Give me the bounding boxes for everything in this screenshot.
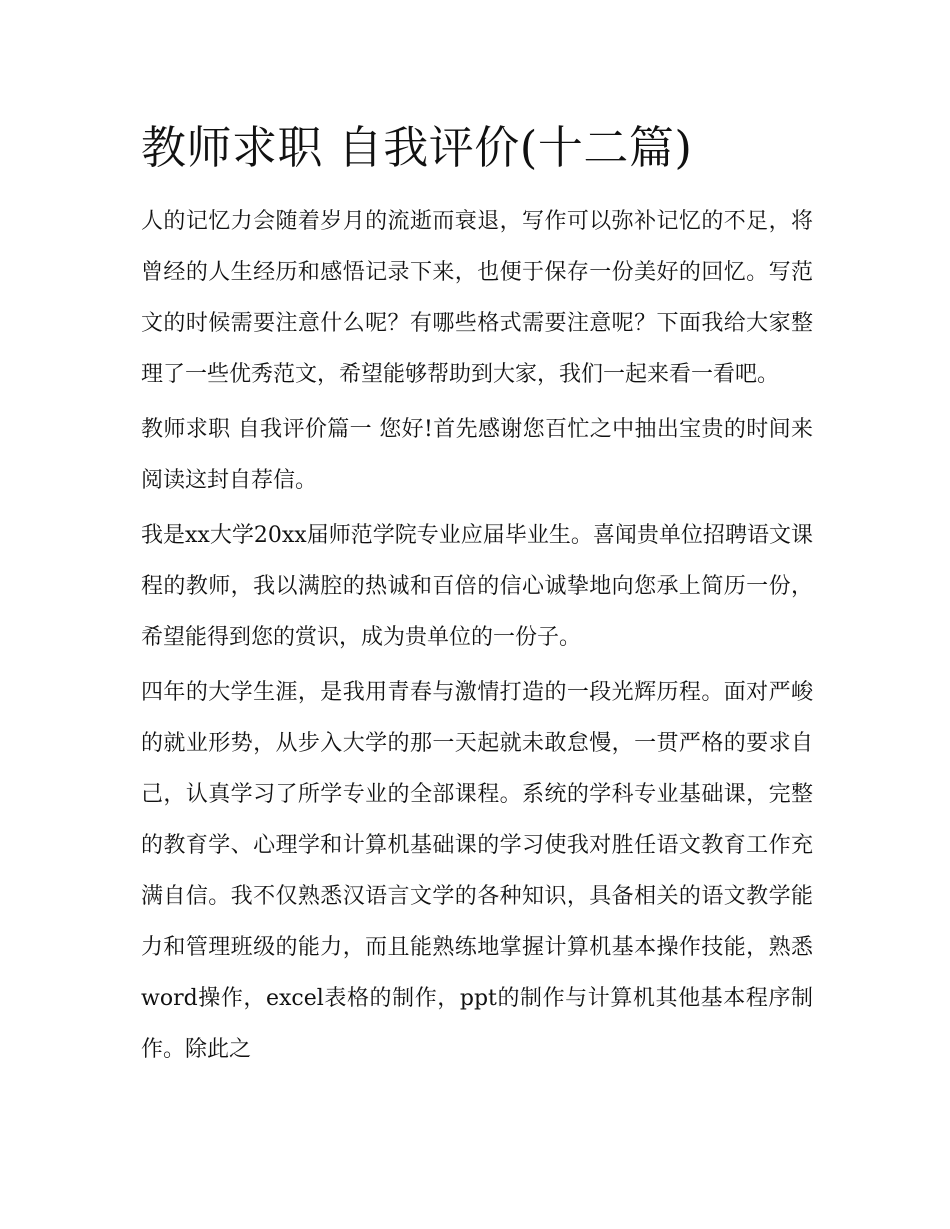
paragraph-greeting: 教师求职 自我评价篇一 您好!首先感谢您百忙之中抽出宝贵的时间来阅读这封自荐信。 — [141, 417, 813, 493]
paragraph-self-introduction: 我是xx大学20xx届师范学院专业应届毕业生。喜闻贵单位招聘语文课程的教师，我以满腔的热诚和百倍的信心诚挚地向您承上简历一份，希望能得到您的赏识，成为贵单位的一份子。 — [141, 523, 813, 650]
paragraph-intro: 人的记忆力会随着岁月的流逝而衰退，写作可以弥补记忆的不足，将曾经的人生经历和感悟记录下来，也便于保存一份美好的回忆。写范文的时候需要注意什么呢？有哪些格式需要注意呢？下面我给大家整理了一些优秀范文，希望能够帮助到大家，我们一起来看一看吧。 — [141, 209, 813, 387]
paragraph-university-experience: 四年的大学生涯，是我用青春与激情打造的一段光辉历程。面对严峻的就业形势，从步入大学的那一天起就未敢怠慢，一贯严格的要求自己，认真学习了所学专业的全部课程。系统的学科专业基础课，完整的教育学、心理学和计算机基础课的学习使我对胜任语文教育工作充满自信。我不仅熟悉汉语言文学的各种知识，具备相关的语文教学能力和管理班级的能力，而且能熟练地掌握计算机基本操作技能，熟悉word操作，excel表格的制作，ppt的制作与计算机其他基本程序制作。除此之 — [141, 680, 813, 1062]
document-body — [141, 112, 813, 1075]
document-title: 教师求职 自我评价(十二篇) — [141, 121, 693, 174]
